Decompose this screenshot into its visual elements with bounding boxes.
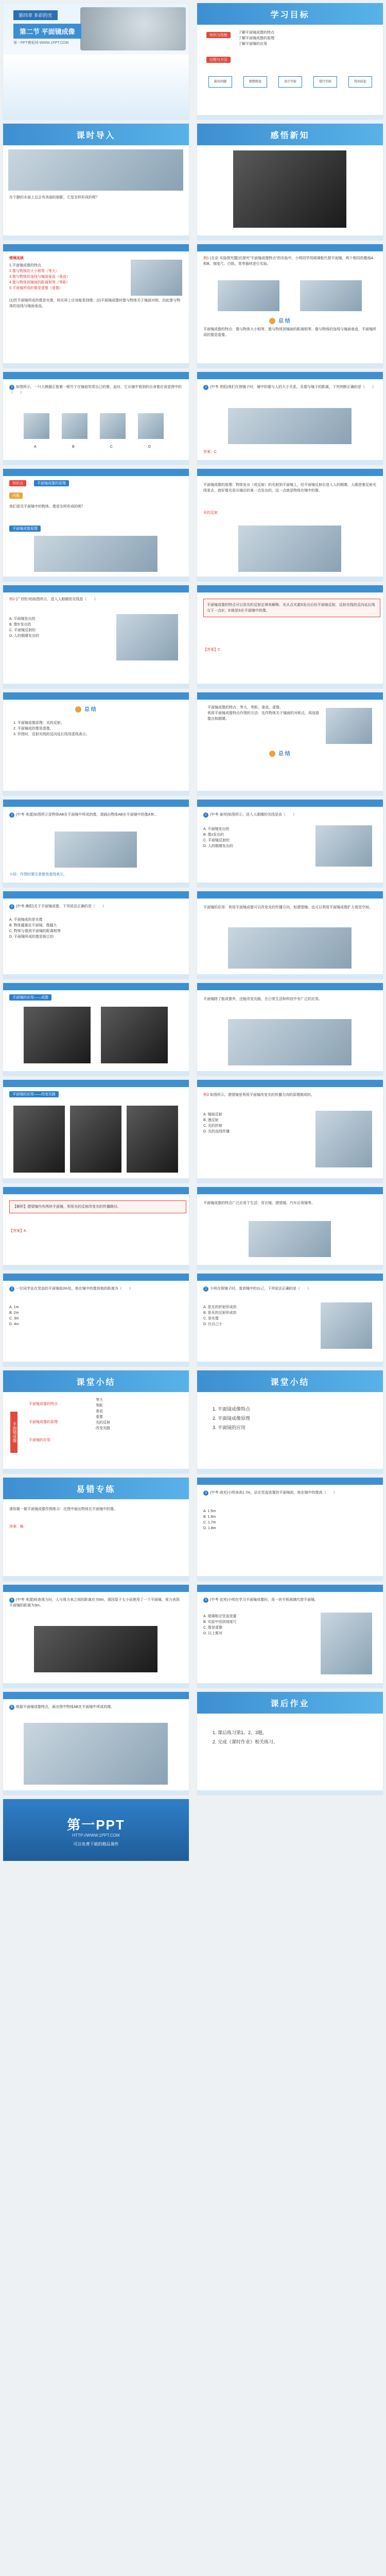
footer <box>3 1362 189 1366</box>
brand-slogan: 可以免费下载的精品课件 <box>73 1842 119 1846</box>
experiment-diagram <box>218 280 279 311</box>
draw-ab-diagram <box>24 1723 168 1785</box>
flow-step: 得出结论 <box>348 76 372 88</box>
slide-objectives <box>197 3 383 120</box>
summary-leaf: 虚像 <box>96 1415 103 1419</box>
slide-q-height <box>197 1478 383 1581</box>
summary-diagram <box>326 708 372 744</box>
summary2-line: 3. 平面镜的应用 <box>213 1425 246 1430</box>
slide-class-summary <box>3 1370 189 1473</box>
mirror-experiment-image <box>233 150 346 228</box>
summary-root: 平面镜成像 <box>10 1412 17 1453</box>
principle-diagram <box>34 536 157 572</box>
summary-leaf: 垂直 <box>96 1410 103 1413</box>
option[interactable]: A. 镜面反射 <box>203 1113 222 1116</box>
answer-text: 【答案】A <box>9 1229 26 1233</box>
imaging-photo <box>24 1007 91 1063</box>
option-image[interactable] <box>24 413 49 439</box>
slide-application <box>197 891 383 979</box>
topbar <box>3 692 189 700</box>
option[interactable]: A. 平面镜发出的 <box>203 827 230 831</box>
feature-list <box>9 263 128 291</box>
question-body: (中考·南充)小明身高1.7m，站在竖直放置的平面镜前，他在镜中的像高（ ） <box>210 1491 337 1495</box>
summary-heading: 总 结 <box>269 316 290 324</box>
option[interactable]: C. 物体与像到平面镜的距离相等 <box>9 929 61 933</box>
slide-example3 <box>197 1080 383 1183</box>
summary-leaf: 等距 <box>96 1404 103 1408</box>
summary-leaf: 等大 <box>96 1398 103 1402</box>
topbar <box>197 692 383 700</box>
summary-line: 平面镜成像的特点：等大、等距、垂直、虚像。 <box>207 706 283 709</box>
objective-item: 了解平面镜的应用 <box>238 42 267 46</box>
feature-line: 2.像与物体的大小相等（等大） <box>9 269 59 273</box>
objective-list <box>238 30 274 47</box>
example-tag: 例3 <box>203 1093 209 1097</box>
slide-imaging <box>3 983 189 1076</box>
footer <box>3 460 189 465</box>
summary-line: 利用平面镜成像特点作图的方法：先作物体关于镜面的对称点，再连接像点和眼睛。 <box>207 711 319 721</box>
footer <box>197 577 383 581</box>
draw-diagram <box>55 832 137 868</box>
topbar <box>3 891 189 899</box>
option[interactable]: A. 平面镜发出的 <box>9 617 36 621</box>
gear-image <box>80 7 186 50</box>
footer <box>3 883 189 887</box>
option[interactable]: C. 平面镜反射的 <box>9 629 36 632</box>
topbar <box>197 1585 383 1592</box>
question-diagram <box>315 825 372 867</box>
slide-summary-a <box>3 692 189 795</box>
flow-step: 进行实验 <box>313 76 337 88</box>
life-text: 平面镜成像的特点广泛应用于生活：穿衣镜、潜望镜、汽车后视镜等。 <box>203 1201 315 1205</box>
topbar <box>197 983 383 990</box>
flow-step: 猜想假设 <box>243 76 267 88</box>
slide-brand <box>3 1799 189 1861</box>
question-body: 如图所示，一只大熊猫正抱着一根竹子在镜前欣赏自己的像，此时，它从镜中看到的自身像应该是图中的（ ） <box>9 385 182 395</box>
example2-question: (广西钦州)如图所示，进入人眼睛的光线是（ ） <box>15 598 98 601</box>
banner <box>197 1692 383 1714</box>
slide-lightpath <box>197 983 383 1076</box>
path-photo <box>13 1106 65 1173</box>
slide-summary-b <box>197 692 383 795</box>
example-tag: 例2 <box>9 598 15 601</box>
topbar <box>3 983 189 990</box>
summary-list <box>207 705 321 722</box>
flow-step: 提出问题 <box>208 76 232 88</box>
summary-leaf: 光的反射 <box>96 1421 110 1425</box>
answer-text: 答案：略 <box>9 1525 24 1529</box>
homework-line: 1. 课后练习第1、2、3题。 <box>213 1730 268 1735</box>
topbar <box>3 1692 189 1699</box>
option[interactable]: A. 玻璃板应竖直放置 <box>203 1615 237 1618</box>
question-body: (中考·来源)检查视力时，人与视力表之间的距离应为5m，现因屋子太小而使用了一个平面镜，视力表到平面镜的距离为3m。 <box>9 1598 180 1607</box>
topbar <box>197 1187 383 1194</box>
footer <box>3 684 189 688</box>
application-image <box>228 927 352 969</box>
option[interactable]: A. 是光的折射形成的 <box>203 1306 237 1309</box>
footer <box>197 791 383 795</box>
question-diagram <box>228 408 352 444</box>
option-list <box>203 1509 306 1531</box>
summary-heading: 总 结 <box>75 705 96 713</box>
option[interactable]: C. 光的折射 <box>203 1124 222 1128</box>
footer <box>197 974 383 979</box>
periscope-diagram <box>315 1111 372 1167</box>
principle-explanation: 平面镜成像的原理：物体发出（或反射）的光射到平面镜上，经平面镜反射后进入人的眼睛，人眼逆着反射光线看去，就好像光是从镜后的某一点发出的，这一点就是物体在镜中的像。 <box>203 483 376 493</box>
summary-line: 3. 作图时，反射光线的反向延长线用虚线表示。 <box>13 733 90 736</box>
path-photo <box>127 1106 178 1173</box>
option[interactable]: B. 像s发出的 <box>203 833 224 837</box>
option-list <box>9 616 112 639</box>
banner <box>197 124 383 145</box>
banner-title: 课后作业 <box>270 1700 310 1708</box>
chapter-label: 第四章 多彩的光 <box>13 10 58 20</box>
question-text: 5 (中考·宜宾)小明在学习平面镜成像时，用一块平板玻璃代替平面镜。 <box>203 1597 376 1603</box>
topbar <box>197 585 383 592</box>
slide-q-draw <box>3 800 189 887</box>
option[interactable]: B. 2m <box>9 1311 19 1315</box>
question-text: 1 一位同学站在竖直的平面镜前2m处，他在镜中的像到他的距离为（ ） <box>9 1286 182 1292</box>
footer <box>3 1071 189 1076</box>
footer <box>3 974 189 979</box>
summary-text: 平面镜成像的特点：像与物体大小相等，像与物体到镜面的距离相等，像与物体的连线与镜面垂直，平面镜所成的像是虚像。 <box>203 328 376 337</box>
section-title: 第二节 平面镜成像 <box>13 24 81 39</box>
topbar <box>3 1585 189 1592</box>
option[interactable]: B. 漫反射 <box>203 1118 219 1122</box>
summary-branch: 平面镜的应用 <box>29 1438 50 1442</box>
banner <box>3 1478 189 1499</box>
topbar <box>197 244 383 251</box>
topbar <box>3 1274 189 1281</box>
summary-line: 1. 平面镜成像原理：光的反射。 <box>13 721 64 725</box>
footer <box>3 1469 189 1473</box>
banner-title: 课堂小结 <box>270 1378 310 1387</box>
option-label: C <box>110 445 113 449</box>
practice-text: 请你做一做平面镜成像作图练习：在图中画出物体在平面镜中的像。 <box>9 1507 117 1511</box>
feature-line: 5.平面镜所成的像是虚像（虚像） <box>9 286 63 290</box>
slide-homework <box>197 1692 383 1795</box>
caption-tag: 平面镜的应用——成像 <box>9 994 51 1001</box>
option-image[interactable] <box>138 413 164 439</box>
caption-tag: 平面镜的应用——改变光路 <box>9 1091 59 1097</box>
slide-example2 <box>3 585 189 688</box>
footer <box>3 1178 189 1183</box>
option-image[interactable] <box>62 413 87 439</box>
example3-text <box>203 1092 376 1098</box>
option[interactable]: D. 以上都对 <box>203 1632 222 1635</box>
option-label: D <box>148 445 151 449</box>
question-body: (中考·贵阳)我们在照镜子时，镜中的像与人的大小关系，及像与镜子的距离，下列判断正确的是（ ） <box>210 385 376 389</box>
question-diagram <box>321 1302 372 1349</box>
slide-q-vision <box>3 1585 189 1688</box>
topbar <box>3 469 189 476</box>
question-body: (中考·来源)如图所示是物体AB在平面镜中所成的像，请画出物体AB在平面镜中的像A'B'。 <box>16 813 158 817</box>
option[interactable]: C. 像是虚像 <box>203 1626 222 1630</box>
summary2-list <box>213 1404 367 1432</box>
option[interactable]: C. 1.7m <box>203 1521 216 1524</box>
banner <box>3 1370 189 1392</box>
slide-example2-analysis <box>197 585 383 688</box>
option-list <box>9 917 182 940</box>
option[interactable]: C. 3m <box>9 1317 19 1320</box>
option[interactable]: C. 是实像 <box>203 1317 219 1320</box>
example1-text <box>203 256 376 267</box>
footer <box>197 684 383 688</box>
option[interactable]: D. 比自己小 <box>203 1323 222 1326</box>
feature-line: 1.平面镜成像的特点 <box>9 264 41 267</box>
footer <box>197 1265 383 1269</box>
banner-title: 课时导入 <box>76 131 116 140</box>
option-list <box>203 1304 306 1327</box>
summary-branch: 平面镜成像的原理 <box>29 1420 58 1424</box>
example3-question: 如图所示，潜望镜是利用平面镜改变光的传播方向的原理制成的。 <box>209 1093 314 1097</box>
knowledge-tag: 知识与技能 <box>206 32 231 38</box>
lake-reflection-image <box>8 149 183 191</box>
brand-name: 第一PPT <box>67 1817 125 1833</box>
example-tag: 例1 <box>203 257 209 260</box>
slide-q-glass <box>197 1585 383 1688</box>
slide-q-eye <box>197 800 383 887</box>
homework-line: 2. 完成《课时作业》相关练习。 <box>213 1739 278 1744</box>
option-list <box>203 1112 306 1134</box>
topbar <box>3 1080 189 1087</box>
option[interactable]: D. 平面镜所成的像是倒立的 <box>9 935 54 939</box>
topbar <box>197 800 383 807</box>
summary-branch: 平面镜成像的特点 <box>29 1402 58 1406</box>
slide-q-mirror-look <box>197 1274 383 1366</box>
question-body: (中考·宜宾)小明在学习平面镜成像时，用一块平板玻璃代替平面镜。 <box>210 1598 318 1602</box>
flow-chart <box>208 72 373 93</box>
banner <box>197 1370 383 1392</box>
option[interactable]: A. 平面镜成的是实像 <box>9 918 43 922</box>
answer-text: 【答案】C <box>203 648 221 652</box>
summary-leaf: 改变光路 <box>96 1427 110 1430</box>
footer <box>3 1683 189 1688</box>
banner-title: 学习目标 <box>270 11 310 20</box>
brand-url[interactable]: HTTP://WWW.1PPT.COM <box>72 1833 120 1838</box>
footer <box>3 1576 189 1581</box>
footer <box>197 1683 383 1688</box>
slide-life-application <box>197 1187 383 1269</box>
footer <box>3 1265 189 1269</box>
principle-text: 我们看见平面镜中的物体，像是怎样形成的呢？ <box>9 505 85 509</box>
topbar <box>197 469 383 476</box>
slide-newknow <box>197 124 383 240</box>
topbar <box>3 372 189 379</box>
summary-heading: 总 结 <box>269 749 290 757</box>
option[interactable]: D. 人的眼睛发出的 <box>9 634 39 638</box>
answer-images <box>24 413 168 444</box>
topbar <box>197 1478 383 1485</box>
slide-features <box>3 244 189 368</box>
option[interactable]: D. 4m <box>9 1323 19 1326</box>
footer <box>3 1790 189 1795</box>
footer <box>197 1469 383 1473</box>
glass-diagram <box>321 1613 372 1674</box>
slide-class-summary-2 <box>197 1370 383 1473</box>
option[interactable]: C. 平面镜反射的 <box>203 839 230 842</box>
slide-practice <box>3 1478 189 1581</box>
question-text: 2 (中考·泰州)如图所示，进入人眼睛的光线是由（ ） <box>203 812 376 818</box>
option-label: B <box>72 445 75 449</box>
banner <box>197 3 383 25</box>
topbar <box>197 1080 383 1087</box>
option-list <box>9 1304 112 1327</box>
topic-tag: 平面镜成像的原理 <box>34 480 69 486</box>
question-body: (中考·衡阳)关于平面镜成像，下列说法正确的是（ ） <box>16 905 106 908</box>
summary2-line: 2. 平面镜成像原理 <box>213 1416 251 1421</box>
hint-text: 小结：作图时要注意像用虚线表示。 <box>9 873 67 876</box>
candle-image <box>131 260 182 296</box>
slide-change-path <box>3 1080 189 1183</box>
footer <box>197 883 383 887</box>
question-text: 3 (中考·南充)小明身高1.7m，站在竖直放置的平面镜前，他在镜中的像高（ ） <box>203 1490 376 1496</box>
option[interactable]: B. 物体越靠近平面镜，像越大 <box>9 924 57 927</box>
summary-list <box>13 720 178 737</box>
example2-text <box>9 597 182 602</box>
question-text: 1 (中考·来源)如图所示是物体AB在平面镜中所成的像，请画出物体AB在平面镜中的像A'B'。 <box>9 812 182 818</box>
objective-item: 了解平面镜成像的特点 <box>238 31 274 35</box>
option[interactable]: D. 光的直线传播 <box>203 1130 230 1133</box>
option[interactable]: D. 人的眼睛发出的 <box>203 844 233 848</box>
footer <box>197 1362 383 1366</box>
footer <box>197 1576 383 1581</box>
question-tag: 问题 <box>9 493 23 499</box>
slide-principle <box>3 469 189 581</box>
imaging-photo <box>101 1007 168 1063</box>
question-text: 2 小明在照镜子时，看到镜中的自己，下列说法正确的是（ ） <box>203 1286 376 1292</box>
topbar <box>3 244 189 251</box>
footer <box>197 1178 383 1183</box>
question-text: 2 (中考·贵阳)我们在照镜子时，镜中的像与人的大小关系，及像与镜子的距离，下列判断正确的是（ ） <box>203 384 376 390</box>
option[interactable]: B. 实验中用到刻度尺 <box>203 1620 237 1624</box>
question-text: 3 (中考·衡阳)关于平面镜成像，下列说法正确的是（ ） <box>9 904 182 909</box>
slide-cover <box>3 3 189 120</box>
lightpath-image <box>228 1019 352 1065</box>
option[interactable]: A. 1.5m <box>203 1510 216 1513</box>
vision-chart-image <box>34 1626 157 1672</box>
footer <box>3 235 189 240</box>
principle-note: 光的反射 <box>203 511 218 515</box>
summary-line: 2. 平面镜成的像是虚像。 <box>13 727 54 731</box>
reflection-diagram <box>238 526 341 572</box>
slide-example3-analysis <box>3 1187 189 1269</box>
slide-example1 <box>197 244 383 368</box>
question-text: 4 (中考·来源)检查视力时，人与视力表之间的距离应为5m，现因屋子太小而使用了一个平面镜，视力表到平面镜的距离为3m。 <box>9 1598 180 1607</box>
question-body: 一位同学站在竖直的平面镜前2m处，他在镜中的像到他的距离为（ ） <box>16 1287 133 1291</box>
banner-title: 课堂小结 <box>76 1378 116 1387</box>
topbar <box>197 1274 383 1281</box>
feature-heading: 情境延续 <box>9 257 24 260</box>
analysis-box: 平面镜成像的特点可以用光的反射定律来解释。光从点光源S发出后经平面镜反射，反射光线的反向延长线交于一点S'，S'就是S在平面镜中的像。 <box>203 599 380 617</box>
flow-step: 设计实验 <box>278 76 302 88</box>
footer <box>3 363 189 368</box>
slide-intro <box>3 124 189 240</box>
application-text: 平面镜的应用：利用平面镜成像可以改变光的传播方向，如潜望镜；也可以利用平面镜成像扩大视觉空间。 <box>203 906 373 909</box>
homework-list <box>213 1728 367 1747</box>
footer <box>197 115 383 120</box>
option[interactable]: A. 1m <box>9 1306 19 1309</box>
slide-principle-text <box>197 469 383 581</box>
answer-text: 答案：C <box>203 450 217 454</box>
feature-line: 3.像与物体的连线与镜面垂直（垂直） <box>9 275 70 279</box>
footer <box>197 363 383 368</box>
option-list <box>203 1614 306 1636</box>
example1-question: (北京·实验探究题)在探究“平面镜成像特点”的实验中，小明同学用玻璃板代替平面镜，两个相同的蜡烛A和B、刻度尺、白纸、笔等器材进行实验。 <box>203 257 374 266</box>
slide-q-plane <box>3 891 189 979</box>
slide-q-distance <box>3 1274 189 1366</box>
slide-q-mirror <box>197 372 383 465</box>
banner-title: 感悟新知 <box>270 131 310 140</box>
intro-question: 在宁静的水面上总会有美丽的倒影，它是怎样形成的呢？ <box>9 196 99 199</box>
option-label: A <box>34 445 37 449</box>
question-text: 6 根据平面镜成像特点，画出图中物体AB在平面镜中所成的像。 <box>9 1704 182 1710</box>
example2-diagram <box>116 614 178 660</box>
slide-q-panda <box>3 372 189 465</box>
footer <box>197 1790 383 1795</box>
banner <box>3 124 189 145</box>
footer <box>197 235 383 240</box>
site-label: 第一PPT模板网-WWW.1PPT.COM <box>13 41 69 45</box>
topbar <box>197 891 383 899</box>
footer <box>197 1071 383 1076</box>
summary-branches <box>29 1401 85 1443</box>
summary2-line: 1. 平面镜成像特点 <box>213 1406 251 1412</box>
question-body: 根据平面镜成像特点，画出图中物体AB在平面镜中所成的像。 <box>16 1705 115 1709</box>
topbar <box>3 1187 189 1194</box>
lightpath-text: 平面镜除了能成像外，还能改变光路，在日常生活和科技中有广泛的应用。 <box>203 997 322 1001</box>
objective-item: 了解平面镜成像的原理 <box>238 37 274 40</box>
experiment-diagram <box>300 280 362 311</box>
option[interactable]: B. 是光的反射形成的 <box>203 1311 237 1315</box>
question-text: 1 如图所示，一只大熊猫正抱着一根竹子在镜前欣赏自己的像，此时，它从镜中看到的自身像应该是图中的（ ） <box>9 385 182 395</box>
topbar <box>3 585 189 592</box>
option[interactable]: D. 1.8m <box>203 1527 216 1530</box>
option-list <box>203 826 306 849</box>
option[interactable]: B. 1.6m <box>203 1515 216 1519</box>
option[interactable]: B. 像S'发出的 <box>9 623 31 626</box>
path-photo <box>70 1106 121 1173</box>
life-image <box>249 1221 331 1257</box>
question-body: (中考·泰州)如图所示，进入人眼睛的光线是由（ ） <box>210 813 296 817</box>
option-image[interactable] <box>100 413 126 439</box>
question-body: 小明在照镜子时，看到镜中的自己，下列说法正确的是（ ） <box>210 1287 311 1291</box>
knowledge-tag: 知识点 <box>9 480 26 486</box>
feature-line: 4.像与物体到镜面的距离相等（等距） <box>9 281 70 284</box>
topbar <box>197 372 383 379</box>
feature-paragraph: (1)若平面镜所成的像是实像，则光屏上应该能看到像；(2)平面镜成像时像与物体关于镜面对称，因此像与物体的连线与镜面垂直。 <box>9 299 181 308</box>
mirror-tag: 平面镜成像原理 <box>9 526 41 532</box>
banner-title: 易错专练 <box>76 1485 116 1494</box>
footer <box>3 577 189 581</box>
summary-leaves <box>96 1397 157 1431</box>
analysis-box: 【解析】潜望镜内有两块平面镜，利用光的反射改变光的传播路径。 <box>9 1200 186 1213</box>
footer <box>197 460 383 465</box>
footer <box>3 791 189 795</box>
method-tag: 过程与方法 <box>206 57 231 63</box>
topbar <box>3 800 189 807</box>
slide-q-draw-ab <box>3 1692 189 1795</box>
